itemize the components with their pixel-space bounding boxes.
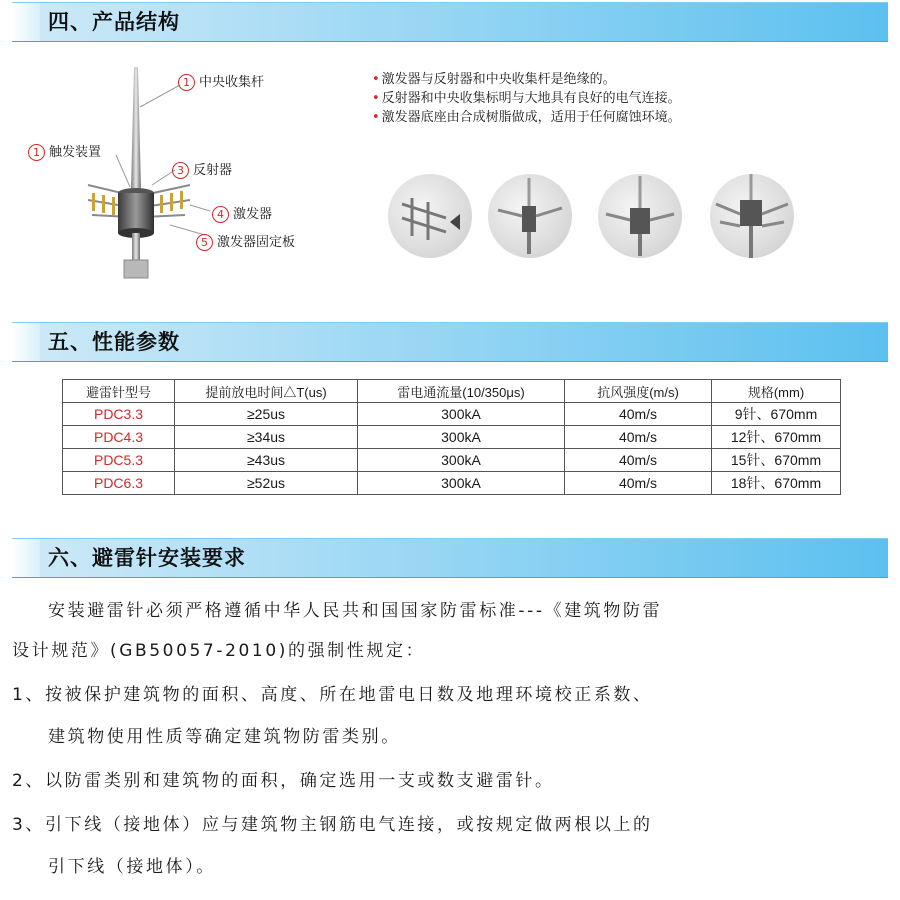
table-cell: ≥43us — [175, 449, 358, 472]
column-header: 规格(mm) — [712, 380, 841, 403]
section-title: 四、产品结构 — [48, 10, 180, 34]
table-cell: 300kA — [358, 403, 565, 426]
paragraph-line: 设计规范》(GB50057-2010)的强制性规定： — [12, 641, 426, 661]
component-photos — [388, 160, 848, 270]
table-cell: 300kA — [358, 426, 565, 449]
paragraph-line: 安装避雷针必须严格遵循中华人民共和国国家防雷标准---《建筑物防雷 — [48, 601, 663, 621]
model-cell: PDC3.3 — [63, 403, 175, 426]
section-title: 六、避雷针安装要求 — [48, 546, 246, 570]
table-cell: 40m/s — [565, 449, 712, 472]
table-cell: 300kA — [358, 472, 565, 495]
table-row — [63, 472, 841, 495]
table-cell: 40m/s — [565, 403, 712, 426]
photo-assembly-top — [710, 174, 794, 258]
column-header: 抗风强度(m/s) — [565, 380, 712, 403]
note-item: • 反射器和中央收集标明与大地具有良好的电气连接。 — [372, 91, 681, 106]
list-item-continuation: 引下线（接地体）。 — [48, 857, 216, 877]
note-item: • 激发器与反射器和中央收集杆是绝缘的。 — [372, 72, 616, 87]
callout-reflector: 3 反射器 — [172, 159, 232, 179]
model-cell: PDC4.3 — [63, 426, 175, 449]
section-title: 五、性能参数 — [48, 330, 180, 354]
table-row — [63, 426, 841, 449]
section-header-product-structure — [12, 2, 888, 42]
table-cell: 300kA — [358, 449, 565, 472]
photo-exciter-closeup — [388, 174, 472, 258]
table-row — [63, 449, 841, 472]
callout-trigger-device: 1 触发装置 — [28, 141, 101, 161]
column-header: 雷电通流量(10/350μs) — [358, 380, 565, 403]
table-row — [63, 403, 841, 426]
section-header-installation — [12, 538, 888, 578]
list-item: 3、引下线（接地体）应与建筑物主钢筋电气连接，或按规定做两根以上的 — [12, 815, 653, 835]
callout-central-rod: 1 中央收集杆 — [178, 71, 264, 91]
table-cell: ≥25us — [175, 403, 358, 426]
list-item-continuation: 建筑物使用性质等确定建筑物防雷类别。 — [48, 727, 401, 747]
table-cell: 18针、670mm — [712, 472, 841, 495]
table-cell: 9针、670mm — [712, 403, 841, 426]
table-cell: 15针、670mm — [712, 449, 841, 472]
callout-exciter: 4 激发器 — [212, 203, 272, 223]
callout-exciter-plate: 5 激发器固定板 — [196, 231, 295, 251]
structure-notes — [372, 70, 852, 127]
table-header-row — [63, 380, 841, 403]
photo-assembly-side — [488, 174, 572, 258]
spec-table — [62, 379, 841, 495]
lightning-rod-diagram — [20, 55, 340, 295]
table-cell: 40m/s — [565, 426, 712, 449]
model-cell: PDC5.3 — [63, 449, 175, 472]
photo-assembly-front — [598, 174, 682, 258]
list-item: 1、按被保护建筑物的面积、高度、所在地雷电日数及地理环境校正系数、 — [12, 685, 653, 705]
note-item: • 激发器底座由合成树脂做成，适用于任何腐蚀环境。 — [372, 110, 681, 125]
list-item: 2、以防雷类别和建筑物的面积，确定选用一支或数支避雷针。 — [12, 771, 555, 791]
model-cell: PDC6.3 — [63, 472, 175, 495]
table-cell: 40m/s — [565, 472, 712, 495]
table-cell: ≥52us — [175, 472, 358, 495]
section-header-performance — [12, 322, 888, 362]
table-cell: ≥34us — [175, 426, 358, 449]
column-header: 避雷针型号 — [63, 380, 175, 403]
table-cell: 12针、670mm — [712, 426, 841, 449]
column-header: 提前放电时间△T(us) — [175, 380, 358, 403]
